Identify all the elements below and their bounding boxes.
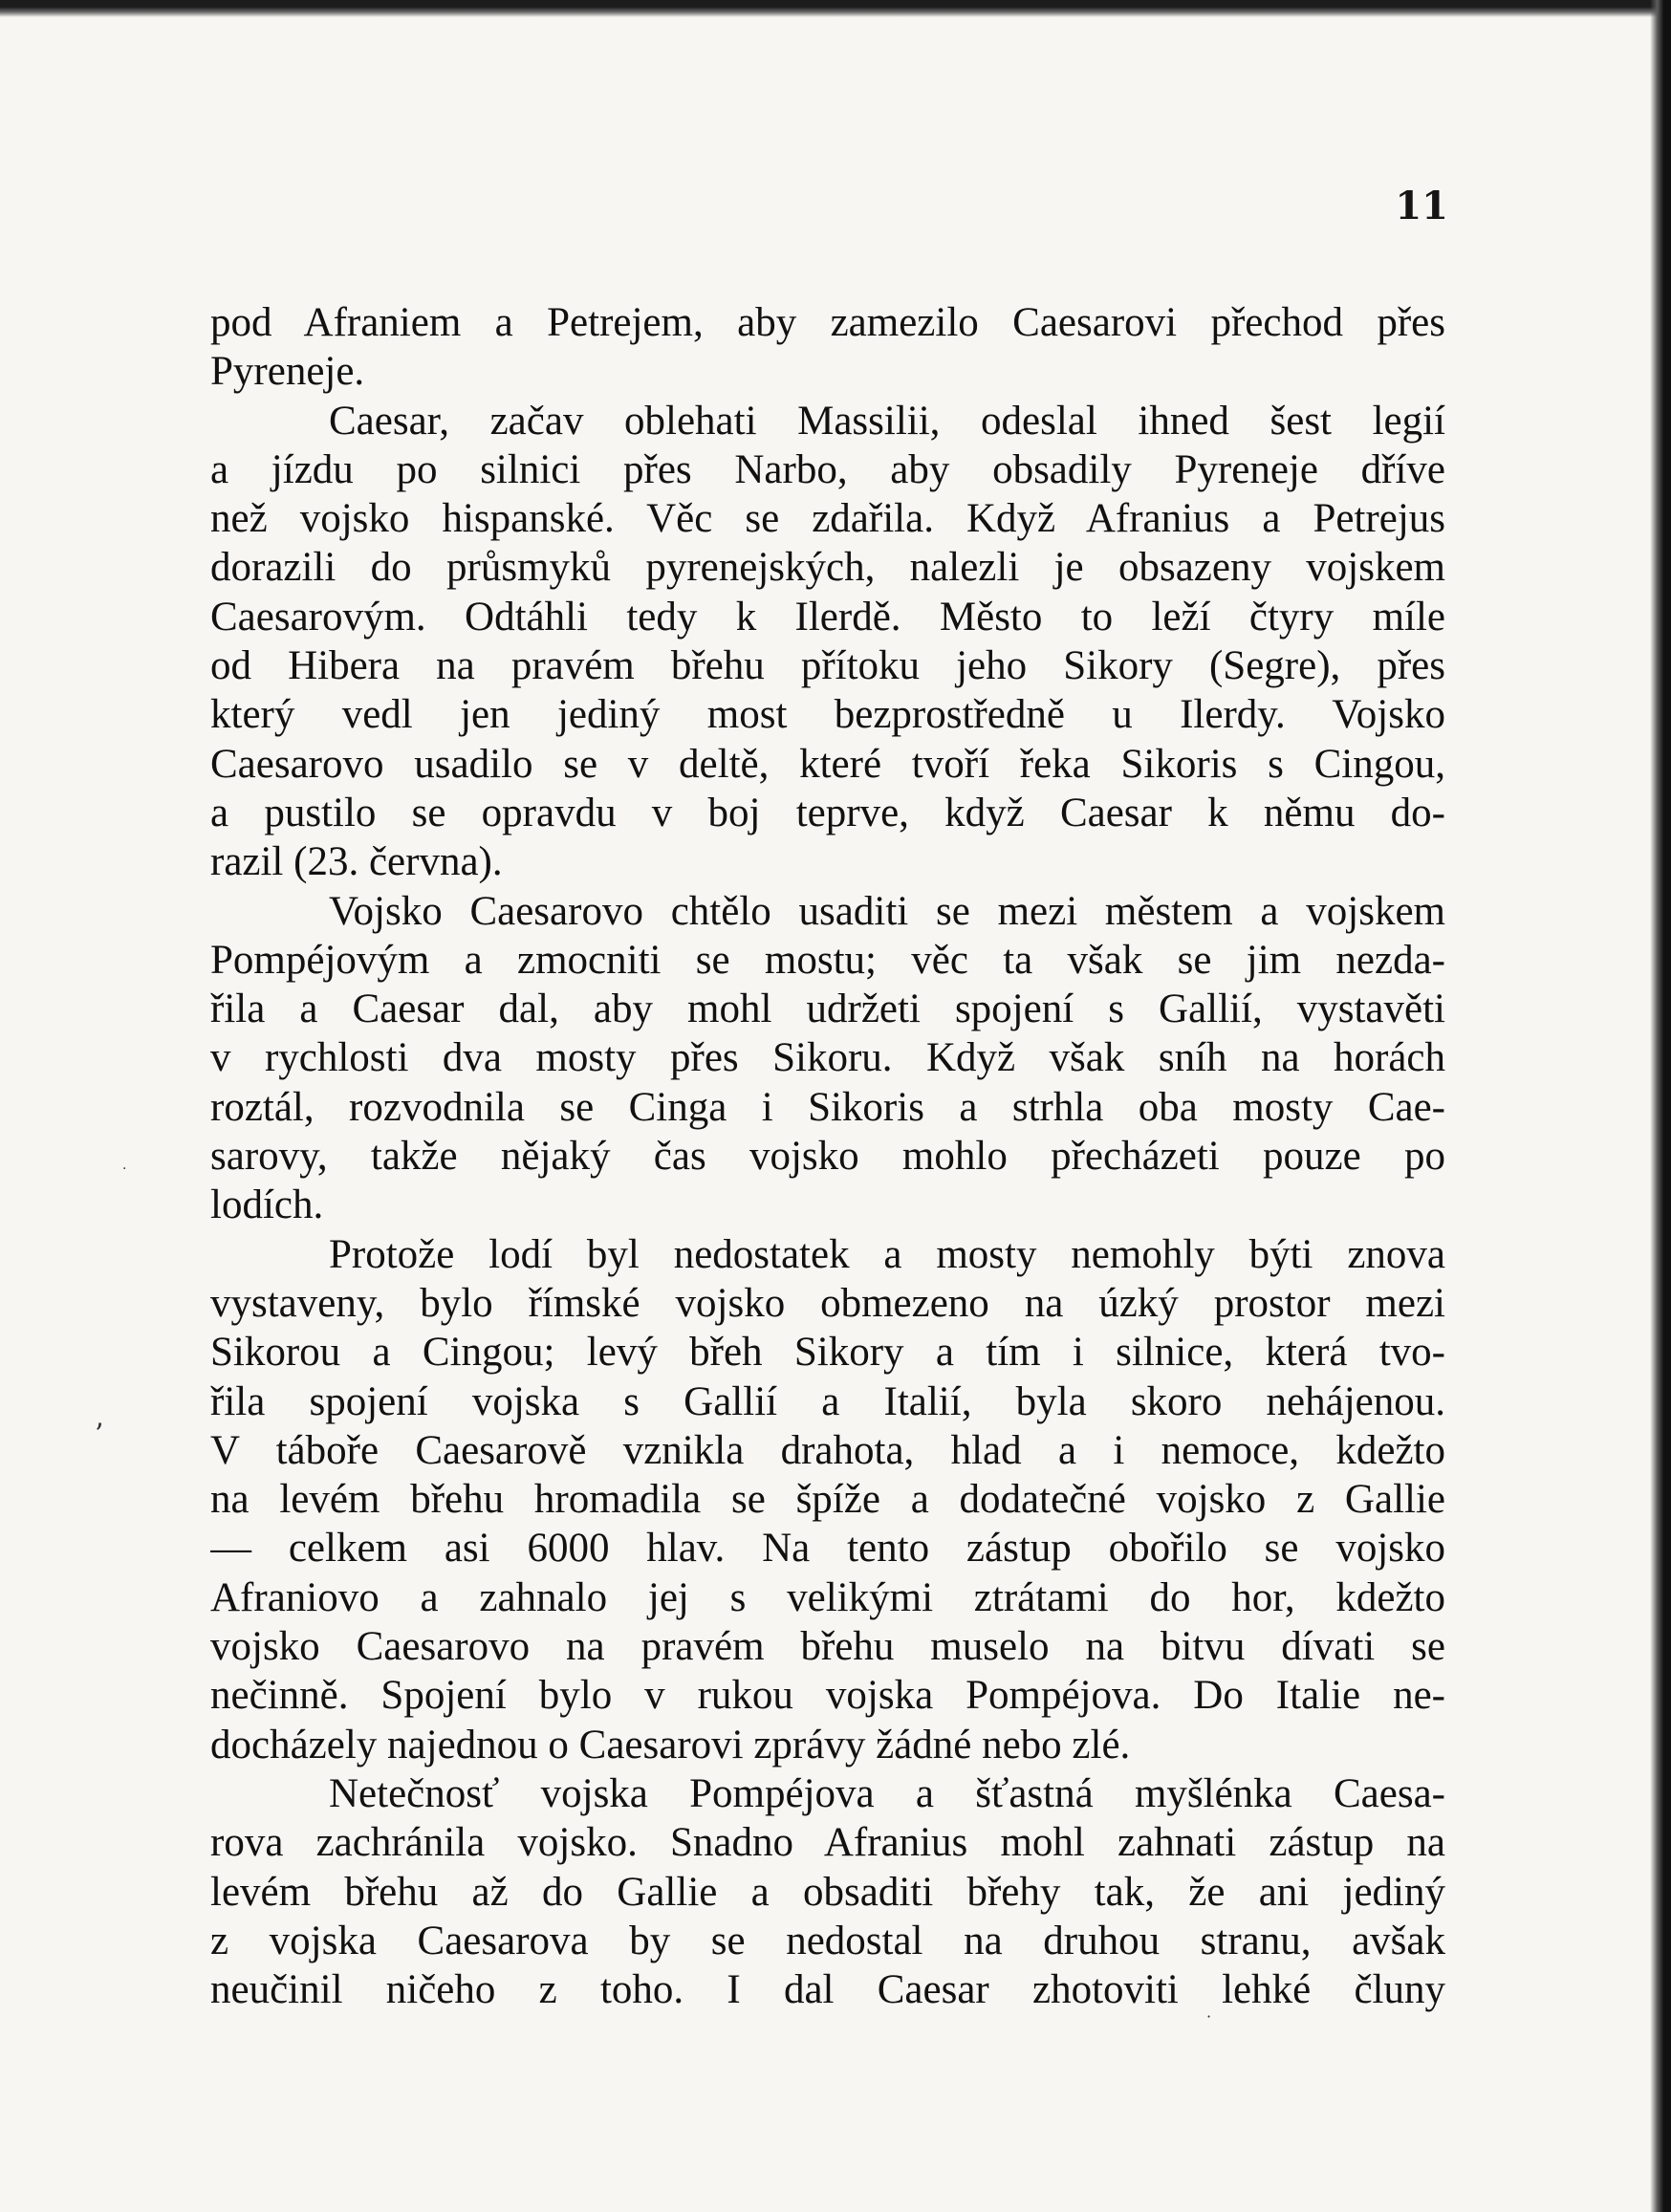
body-text bbox=[210, 298, 1445, 2014]
text-line: a jízdu po silnici přes Narbo, aby obsadily Pyreneje dříve bbox=[210, 446, 1445, 492]
text-line: Protože lodí byl nedostatek a mosty nemohly býti znova bbox=[329, 1231, 1445, 1277]
scan-edge-top bbox=[0, 0, 1671, 17]
text-line: docházely najednou o Caesarovi zprávy žádné nebo zlé. bbox=[210, 1722, 1131, 1767]
text-line: který vedl jen jediný most bezprostředně u Ilerdy. Vojsko bbox=[210, 692, 1445, 738]
scan-speck: · bbox=[1206, 2007, 1212, 2026]
text-line: lodích. bbox=[210, 1182, 324, 1228]
text-line: Caesar, začav oblehati Massilii, odeslal ihned šest legií bbox=[329, 398, 1445, 444]
text-line: vojsko Caesarovo na pravém břehu muselo na bitvu dívati se bbox=[210, 1624, 1445, 1670]
text-line: Caesarovo usadilo se v deltě, které tvoří řeka Sikoris s Cingou, bbox=[210, 741, 1445, 787]
text-line: než vojsko hispanské. Věc se zdařila. Když Afranius a Petrejus bbox=[210, 496, 1445, 542]
text-line: razil (23. června). bbox=[210, 839, 503, 885]
text-line: řila a Caesar dal, aby mohl udržeti spojení s Gallií, vystavěti bbox=[210, 987, 1445, 1032]
text-line: roztál, rozvodnila se Cinga i Sikoris a strhla oba mosty Cae- bbox=[210, 1084, 1445, 1130]
text-line: Afraniovo a zahnalo jej s velikými ztrátami do hor, kdežto bbox=[210, 1574, 1445, 1620]
text-line: dorazili do průsmyků pyrenejských, nalezli je obsazeny vojskem bbox=[210, 545, 1445, 591]
text-line: Pompéjovým a zmocniti se mostu; věc ta však se jim nezda- bbox=[210, 937, 1445, 983]
scan-speck: · bbox=[122, 1161, 127, 1177]
text-line: Pyreneje. bbox=[210, 349, 365, 395]
text-line: sarovy, takže nějaký čas vojsko mohlo přecházeti pouze po bbox=[210, 1134, 1445, 1180]
text-line: — celkem asi 6000 hlav. Na tento zástup obořilo se vojsko bbox=[210, 1526, 1445, 1572]
text-line: v rychlosti dva mosty přes Sikoru. Když však sníh na horách bbox=[210, 1035, 1445, 1081]
scan-speck: ʼ bbox=[94, 1419, 103, 1452]
text-line: vystaveny, bylo římské vojsko obmezeno na úzký prostor mezi bbox=[210, 1280, 1445, 1326]
text-line: levém břehu až do Gallie a obsaditi břehy tak, že ani jediný bbox=[210, 1869, 1445, 1915]
text-line: řila spojení vojska s Gallií a Italií, byla skoro nehájenou. bbox=[210, 1378, 1445, 1424]
text-line: Sikorou a Cingou; levý břeh Sikory a tím i silnice, která tvo- bbox=[210, 1330, 1445, 1376]
text-line: Caesarovým. Odtáhli tedy k Ilerdě. Město to leží čtyry míle bbox=[210, 594, 1445, 640]
text-line: Netečnosť vojska Pompéjova a šťastná myšlénka Caesa- bbox=[329, 1770, 1445, 1816]
text-line: Vojsko Caesarovo chtělo usaditi se mezi městem a vojskem bbox=[329, 888, 1445, 934]
text-line: a pustilo se opravdu v boj teprve, když Caesar k němu do- bbox=[210, 790, 1445, 835]
text-line: V táboře Caesarově vznikla drahota, hlad a i nemoce, kdežto bbox=[210, 1427, 1445, 1473]
page-number: 11 bbox=[1395, 184, 1448, 228]
text-line: od Hibera na pravém břehu přítoku jeho Sikory (Segre), přes bbox=[210, 643, 1445, 689]
scan-edge-right bbox=[1650, 0, 1671, 2212]
text-line: pod Afraniem a Petrejem, aby zamezilo Caesarovi přechod přes bbox=[210, 300, 1445, 345]
text-line: nečinně. Spojení bylo v rukou vojska Pompéjova. Do Italie ne- bbox=[210, 1673, 1445, 1719]
text-line: rova zachránila vojsko. Snadno Afranius mohl zahnati zástup na bbox=[210, 1820, 1445, 1866]
text-line: neučinil ničeho z toho. I dal Caesar zhotoviti lehké čluny bbox=[210, 1967, 1445, 2013]
text-line: na levém břehu hromadila se špíže a dodatečné vojsko z Gallie bbox=[210, 1477, 1445, 1523]
text-line: z vojska Caesarova by se nedostal na druhou stranu, avšak bbox=[210, 1918, 1445, 1963]
